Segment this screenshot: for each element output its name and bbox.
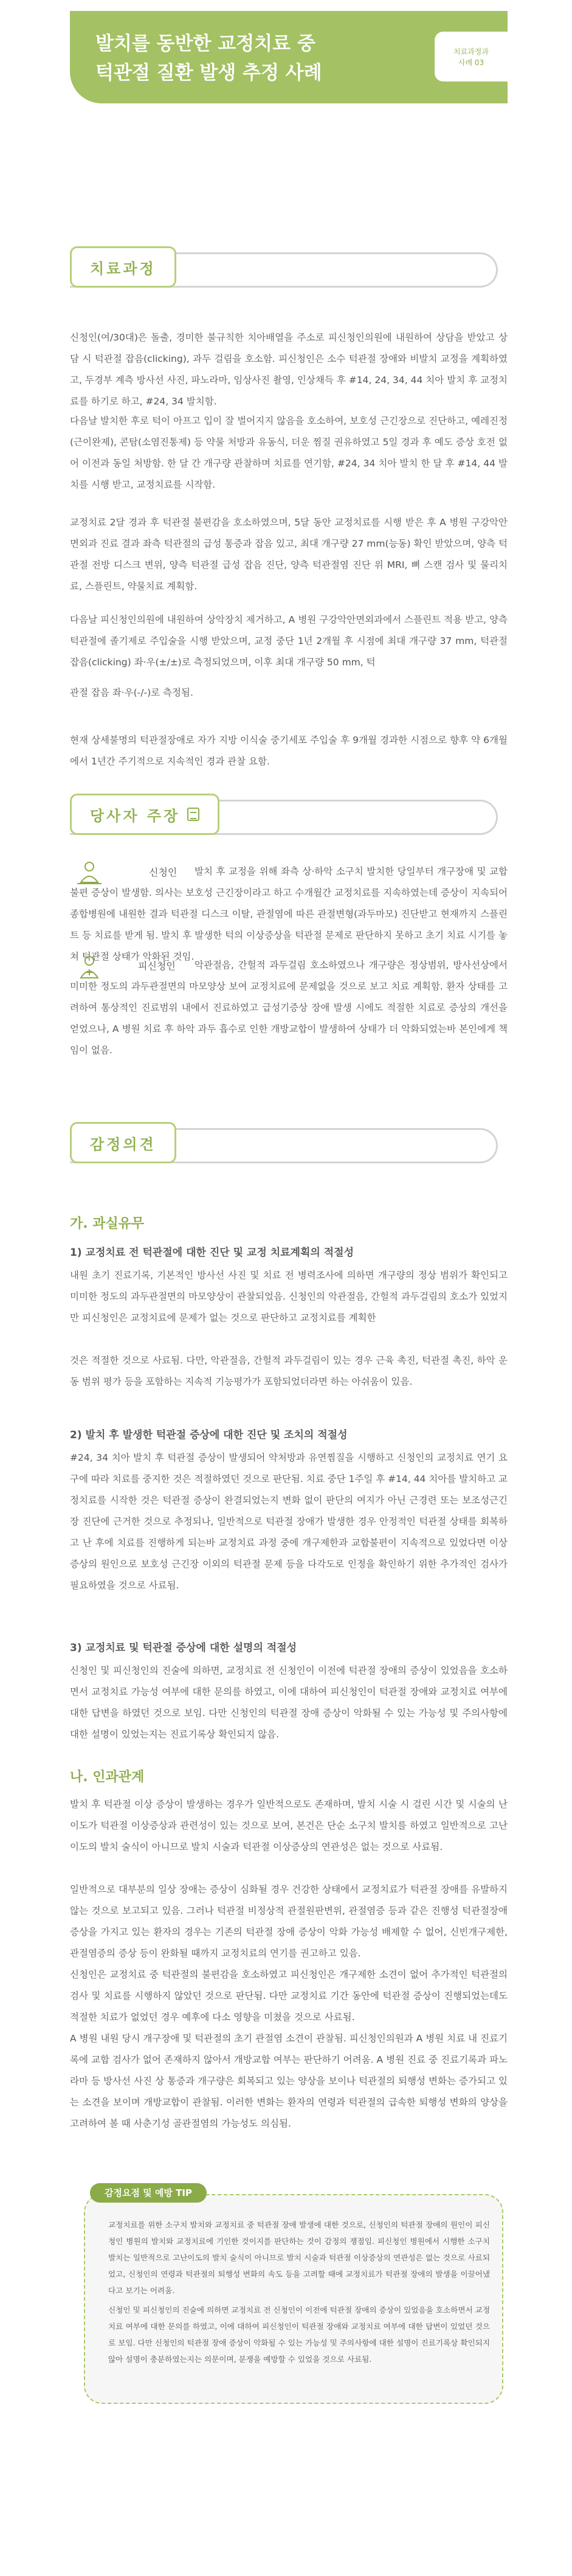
heading-causation: 나. 인과관계 <box>70 1770 145 1785</box>
section-banner-treatment <box>70 246 508 290</box>
section-label <box>70 1122 176 1163</box>
treatment-paragraph-1: 신청인(여/30대)은 돌출, 경미한 불규칙한 치아배열을 주소로 피신청인의원에 내원하여 상담을 받았고 상담 시 턱관절 잡음(clicking), 과두 걸림을 호소함. 피신청인은 소수 턱관절 장애와 비발치 교정을 계획하였고, 두경부 계측 방사선 사진, 파노라마, 임상사진 촬영, 인상채득 후 #14, 24, 34, 44 치아 발치 후 교정치료를 하기로 하고, #24, 34 발치함. <box>70 332 508 407</box>
treatment-paragraph-2: 다음날 발치한 후로 턱이 아프고 입이 잘 벌어지지 않음을 호소하여, 보호성 근긴장으로 진단하고, 예레진정(근이완제), 콘탐(소염진통제) 등 약물 처방과 유동식, 더운 찜질 권유하였고 5일 경과 후 예도 증상 호전 없어 이전과 동일 처방함. 한 달 간 개구량 관찰하며 치료를 연기함, #24, 34 치아 발치 한 달 후 #14, 44 발치를 시행 받고, 교정치료를 시작함. <box>70 415 508 490</box>
causation-text-4: A 병원 내원 당시 개구장애 및 턱관절의 초기 관절염 소견이 관찰됨. 피신청인의원과 A 병원 치료 내 진료기록에 교합 검사가 없어 존재하지 않아서 개방교합 여부는 판단하기 어려움. A 병원 진료 중 진료기록과 파노라마 등 방사선 사진 상 통증과 개구량은 회복되고 있는 양상을 보이나 턱관절의 퇴행성 변화는 증가되고 있는 소견을 보이며 개방교합이 관찰됨. 이러한 변화는 환자의 연령과 턱관절의 급속한 퇴행성 변화의 양상을 고려하여 볼 때 사춘기성 골관절염의 가능성도 의심됨. <box>70 2033 508 2129</box>
causation-text-1: 발치 후 턱관절 이상 증상이 발생하는 경우가 일반적으로도 존재하며, 발치 시술 시 걸린 시간 및 시술의 난이도가 턱관절 이상증상과 관련성이 있는 것으로 보여, 본건은 단순 소구치 발치를 하였고 일반적으로 고난이도의 발치 술식이 아니므로 발치 시술과 턱관절 이상증상의 연관성은 없는 것으로 사료됨. <box>70 1799 508 1852</box>
title-line-2: 턱관절 질환 발생 추정 사례 <box>95 62 322 84</box>
document-icon <box>187 808 199 821</box>
opinion-text-2: #24, 34 치아 발치 후 턱관절 증상이 발생되어 약처방과 유연찜질을 시행하고 신청인의 교정치료 연기 요구에 따라 치료를 중지한 것은 적절하였던 것으로 판단됨. 치료 중단 1주일 후 #14, 44 치아를 발치하고 교정치료를 시작한 것은 턱관절 증상이 완결되었는지 변화 없이 판단의 여지가 아닌 근경련 또는 보조성근긴장 진단에 근거한 것으로 추정되나, 일반적으로 턱관절 장애가 발생한 경우 안정적인 턱관절 상태를 회복하고 난 후에 치료를 진행하게 되는바 교정치료 과정 중에 개구제한과 교합불편이 지속적으로 있었다면 이상 증상의 원인으로 보호성 근긴장 이외의 턱관절 문제 등을 다각도로 인정을 확인하기 위한 추가적인 검사가 필요하였을 것으로 사료됨. <box>70 1452 508 1591</box>
opinion-text-1: 내원 초기 진료기록, 기본적인 방사선 사진 및 치료 전 병력조사에 의하면 개구량의 정상 범위가 확인되고 미미한 정도의 과두관절면의 마모양상이 관찰되었음. 신청인의 악관절음, 간헐적 과두걸림의 호소가 있었지만 피신청인은 교정치료에 문제가 없는 것으로 판단하고 교정치료를 계획한 <box>70 1270 508 1323</box>
causation-text-3: 신청인은 교정치료 중 턱관절의 불편감을 호소하였고 피신청인은 개구제한 소견이 없어 추가적인 턱관절의 검사 및 치료를 시행하지 않았던 것으로 판단됨. 다만 교정치료 기간 동안에 턱관절 증상이 진행되었는데도 적절한 치료가 없었던 경우 예후에 다소 영향을 미쳤을 것으로 사료됨. <box>70 1969 508 2023</box>
subheading-3: 3) 교정치료 및 턱관절 증상에 대한 설명의 적절성 <box>70 1642 297 1654</box>
section-title-opinion: 감정의견 <box>90 1135 156 1153</box>
causation-text-2: 일반적으로 대부분의 일상 장애는 증상이 심화될 경우 건강한 상태에서 교정치료가 턱관절 장애를 유발하지 않는 것으로 보고되고 있음. 그러나 턱관절 비정상적 관절원판변위, 관절염증 등과 같은 진행성 턱관절장애 증상을 가지고 있는 환자의 경우는 기존의 턱관절 장애 증상이 악화 가능성 배제할 수 없어, 신빈개구제한, 관절염증의 증상 등이 완화될 때까지 교정치료의 연기를 권고하고 있음. <box>70 1884 508 1959</box>
respondent-label: 피신청인 <box>138 960 176 972</box>
section-title-treatment: 치료과정 <box>90 260 156 277</box>
claimant-label: 신청인 <box>149 867 177 878</box>
heading-negligence: 가. 과실유무 <box>70 1216 145 1231</box>
section-banner-parties <box>70 794 508 837</box>
treatment-paragraph-3: 교정치료 2달 경과 후 턱관절 불편감을 호소하였으며, 5달 동안 교정치료를 시행 받은 후 A 병원 구강악안면외과 진료 결과 좌측 턱관절의 급성 통증과 잡음 있고, 최대 개구량 27 mm(능동) 확인 받았으며, 양측 턱관절 전방 디스크 변위, 양측 턱관절 급성 잡음 진단, 양측 턱관절염 진단 위 MRI, 뼈 스캔 검사 및 물리치료, 스플린트, 약물치료 계획함. <box>70 517 508 592</box>
treatment-paragraph-4: 다음날 피신청인의원에 내원하여 상악장치 제거하고, A 병원 구강악안면외과에서 스플린트 적용 받고, 양측 턱관절에 졸기제로 주입술을 시행 받았으며, 교정 중단 1년 2개월 후 시점에 최대 개구량 37 mm, 턱관절 잡음(clicking) 좌·우(±/±)로 측정되었으며, 이후 최대 개구량 50 mm, 턱 <box>70 614 508 668</box>
subheading-1: 1) 교정치료 전 턱관절에 대한 진단 및 교정 치료계획의 적절성 <box>70 1247 354 1259</box>
section-banner-opinion <box>70 1122 508 1166</box>
opinion-text-1b: 것은 적절한 것으로 사료됨. 다만, 악관절음, 간헐적 과두걸림이 있는 경우 근육 촉진, 턱관절 촉진, 하악 운동 범위 평가 등을 포함하는 지속적 기능평가가 포함되었더라면 하는 아쉬움이 있음. <box>70 1355 508 1387</box>
title-line-1: 발치를 동반한 교정치료 중 <box>95 33 315 55</box>
section-label <box>70 794 219 835</box>
treatment-paragraph-5: 관절 잡음 좌·우(-/-)로 측정됨. <box>70 687 193 698</box>
treatment-paragraph-6: 현재 상세불명의 턱관절장애로 자가 지방 이식술 중기세포 주입술 후 9개월 경과한 시점으로 향후 약 6개월에서 1년간 주기적으로 지속적인 경과 관찰 요함. <box>70 735 508 767</box>
case-tag-line-2: 사례 03 <box>458 58 484 67</box>
section-title-parties: 당사자 주장 <box>90 807 181 825</box>
respondent-statement: 악관절음, 간헐적 과두걸림 호소하였으나 개구량은 정상범위, 방사선상에서 미미한 정도의 과두관절면의 마모양상 보여 교정치료에 문제없을 것으로 보고 치료 계획함. 환자 상태를 고려하여 통상적인 진료범위 내에서 진료하였고 급성기증상 장애 발생 시에도 적절한 치료로 증상의 개선을 얻었으나, A 병원 치료 후 하악 과두 흡수로 인한 개방교합이 발생하여 상태가 더 악화되었는바 본인에게 책임이 없음. <box>70 960 508 1056</box>
case-tag <box>435 32 508 81</box>
section-label <box>70 246 176 288</box>
subheading-2: 2) 발치 후 발생한 턱관절 증상에 대한 진단 및 조치의 적절성 <box>70 1429 348 1441</box>
tip-text-2: 신청인 및 피신청인의 진술에 의하면 교정치료 전 신청인이 이전에 턱관절 장애의 증상이 있었음을 호소하면서 교정치료 여부에 대한 문의를 하였고, 이에 대하여 피신청인이 턱관절 장애와 교정치료 여부에 대한 답변이 있었던 것으로 보임. 다만 신청인의 턱관절 장애 증상이 악화될 수 있는 가능성 및 주의사항에 대한 설명이 진료기록상 확인되지 않아 설명이 충분하였는지는 의문이며, 분쟁을 예방할 수 있었을 것으로 사료됨. <box>108 2305 490 2364</box>
tip-text-1: 교정치료를 위한 소구치 발치와 교정치료 중 턱관절 장애 발생에 대한 것으로, 신청인의 턱관절 장애의 원인이 피신청인 병원의 발치와 교정치료에 기인한 것이지를 판단하는 것이 감정의 쟁점임. 피신청인 병원에서 시행한 소구치 발치는 일반적으로 고난이도의 발치 술식이 아니므로 발치 시술과 턱관절 이상증상의 연관성은 없는 것으로 사료되었고, 신청인의 연령과 턱관절의 퇴행성 변화의 속도 등을 고려할 때에 교정치료가 턱관절 장애의 발생을 이끌어냈다고 보기는 어려움. <box>108 2220 490 2295</box>
tip-tag: 감정요점 및 예방 TIP <box>90 2183 207 2203</box>
header-banner <box>70 11 508 103</box>
page-title <box>95 29 322 88</box>
case-tag-line-1: 치료과정과 <box>453 47 489 56</box>
claimant-statement: 발치 후 교정을 위해 좌측 상·하악 소구치 발치한 당일부터 개구장애 및 교합불편 증상이 발생함. 의사는 보호성 근긴장이라고 하고 수개월간 교정치료를 지속하였는데 증상이 지속되어 종합병원에 내원한 결과 턱관절 디스크 이탈, 관절염에 따른 관절변형(과두마모) 진단받고 현재까지 스플린트 등 치료를 받게 됨. 발치 후 발생한 턱의 이상증상을 턱관절 문제로 판단하지 못하고 초기 치료 시기를 놓쳐 턱관절 상태가 악화된 것임. <box>70 866 508 962</box>
opinion-text-3: 신청인 및 피신청인의 진술에 의하면, 교정치료 전 신청인이 이전에 턱관절 장애의 증상이 있었음을 호소하면서 교정치료 가능성 여부에 대한 문의를 하였고, 이에 대하여 피신청인이 턱관절 장애와 교정치료 여부에 대한 답변을 하였던 것으로 보임. 다만 신청인의 턱관절 장애 증상이 악화될 수 있는 가능성 및 주의사항에 대한 설명이 있었는지는 진료기록상 확인되지 않음. <box>70 1665 508 1740</box>
